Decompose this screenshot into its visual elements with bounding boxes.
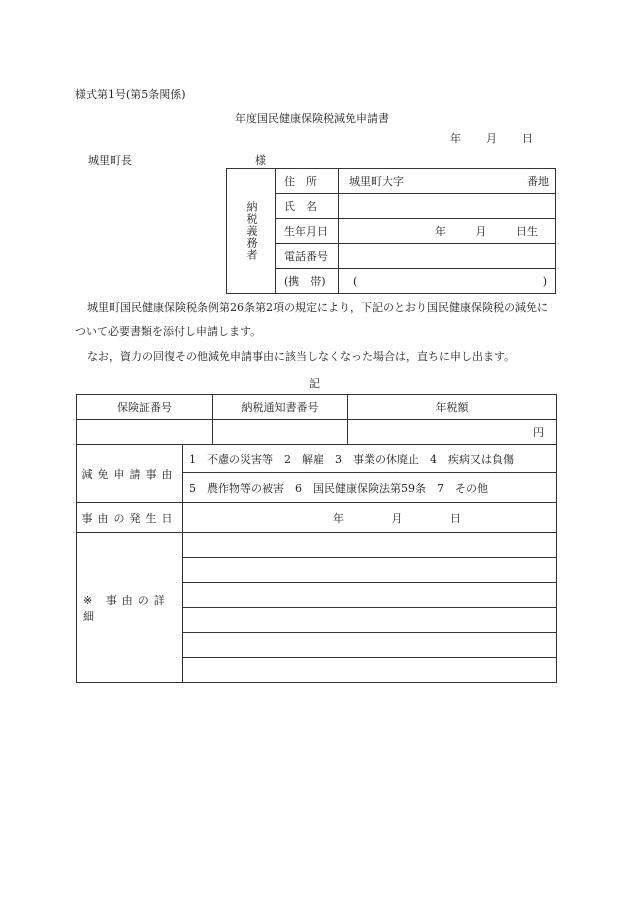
notice-number-field[interactable] (213, 420, 348, 445)
address-suffix: 番地 (527, 175, 549, 188)
date-month: 月 (486, 132, 497, 145)
birth-month: 月 (475, 225, 487, 238)
form-title: 年度国民健康保険税減免申請書 (235, 112, 389, 125)
mobile-field[interactable] (339, 269, 556, 294)
insurance-number-header: 保険証番号 (77, 395, 213, 420)
phone-row (227, 244, 556, 269)
addressee: 城里町長 (88, 154, 132, 167)
applicant-table (226, 168, 556, 294)
ki-label: 記 (309, 377, 320, 390)
birth-row (227, 219, 556, 244)
address-label: 住 所 (276, 169, 339, 194)
details-line[interactable] (183, 658, 557, 683)
mobile-row (227, 269, 556, 294)
details-line[interactable] (183, 608, 557, 633)
reason-options-2[interactable]: 5 農作物等の被害 6 国民健康保険法第59条 7 その他 (183, 473, 557, 503)
date-day: 日 (522, 132, 533, 145)
insurance-number-field[interactable] (77, 420, 213, 445)
occurrence-row (77, 503, 557, 533)
address-field[interactable] (339, 169, 556, 194)
birth-day: 日生 (516, 225, 538, 238)
name-label: 氏 名 (276, 194, 339, 219)
details-line[interactable] (183, 533, 557, 558)
name-row (227, 194, 556, 219)
occurrence-year: 年 (333, 511, 344, 525)
name-field[interactable] (339, 194, 556, 219)
address-row (227, 169, 556, 194)
occurrence-label: 事由の発生日 (77, 503, 183, 533)
honorific: 様 (255, 154, 266, 167)
occurrence-day: 日 (450, 511, 461, 525)
mobile-close-paren: ) (542, 274, 547, 288)
address-prefix: 城里町大字 (349, 175, 404, 188)
details-row (77, 533, 557, 558)
form-number: 様式第1号(第5条関係) (75, 88, 186, 101)
reason-label: 減免申請事由 (77, 445, 183, 503)
application-paragraph: 城里町国民健康保険税条例第26条第2項の規定により，下記のとおり国民健康保険税の減免について必要書類を添付し申請します。 (75, 301, 548, 338)
notice-number-header: 納税通知書番号 (213, 395, 348, 420)
mobile-open-paren: ( (353, 274, 358, 288)
occurrence-date-field[interactable] (183, 503, 557, 533)
birth-year: 年 (435, 225, 446, 238)
phone-field[interactable] (339, 244, 556, 269)
details-line[interactable] (183, 583, 557, 608)
annual-tax-field[interactable] (348, 420, 557, 445)
reason-row-1 (77, 445, 557, 473)
detail-table (76, 394, 557, 683)
details-label (77, 533, 183, 683)
details-line[interactable] (183, 558, 557, 583)
details-line[interactable] (183, 633, 557, 658)
birth-field[interactable] (339, 219, 556, 244)
birth-label: 生年月日 (276, 219, 339, 244)
occurrence-month: 月 (391, 511, 403, 525)
yen-unit: 円 (533, 426, 544, 439)
reason-options-1[interactable]: 1 不慮の災害等 2 解雇 3 事業の休廃止 4 疾病又は負傷 (183, 445, 557, 473)
date-year: 年 (450, 132, 461, 145)
phone-label: 電話番号 (276, 244, 339, 269)
annual-tax-header: 年税額 (348, 395, 557, 420)
notice-paragraph: なお，資力の回復その他減免申請事由に該当しなくなった場合は，直ちに申し出ます。 (87, 350, 516, 363)
taxpayer-label: 納税義務者 (227, 169, 276, 294)
details-mark: ※ (83, 593, 93, 607)
values-row (77, 420, 557, 445)
header-row (77, 395, 557, 420)
details-label-text: 事由の詳細 (83, 593, 170, 623)
mobile-label: (携 帯) (276, 269, 339, 294)
